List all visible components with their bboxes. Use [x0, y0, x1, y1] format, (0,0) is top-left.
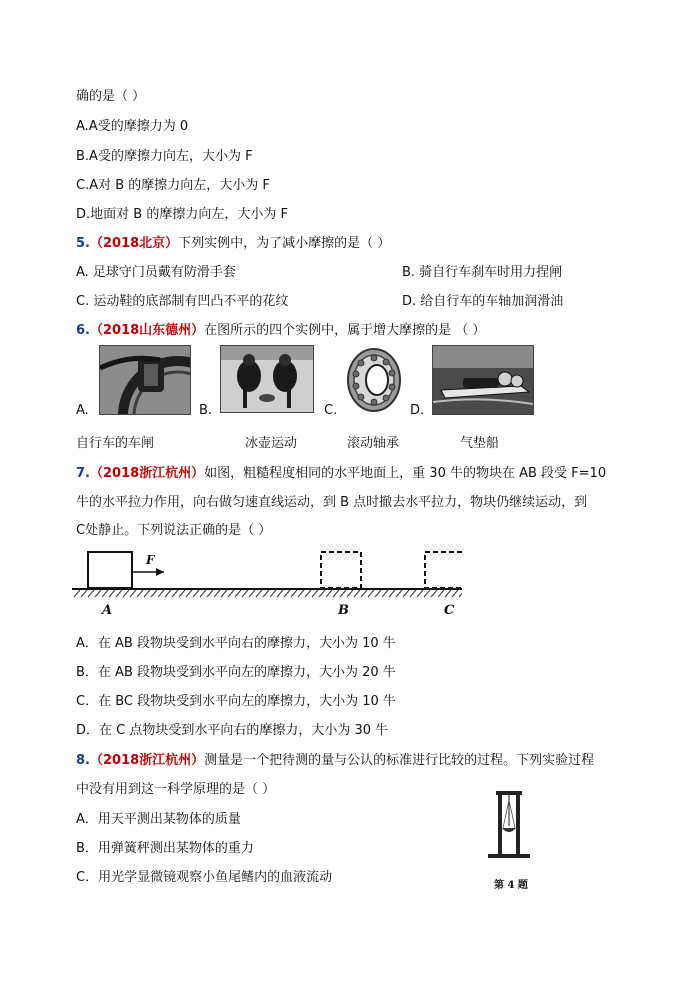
- q8-figure-caption: 第 4 题: [494, 880, 528, 891]
- q6-label-b: B.: [199, 403, 213, 418]
- q7-stem-1: 如图，粗糙程度相同的水平地面上，重 30 牛的物块在 AB 段受 F=10: [204, 466, 607, 481]
- ground-hatch: [228, 590, 234, 597]
- q4-option-a: A.A受的摩擦力为 0: [76, 119, 189, 134]
- q5-option-d: D. 给自行车的车轴加润滑油: [402, 294, 564, 309]
- ground-hatch: [102, 590, 108, 597]
- q5-option-c: C. 运动鞋的底部制有凹凸不平的花纹: [76, 294, 289, 309]
- ground-hatch: [389, 590, 395, 597]
- q7-stem-line-1: [76, 465, 606, 483]
- q6-label-c: C.: [324, 403, 338, 418]
- q4-stem-end: 确的是（ ）: [76, 89, 146, 104]
- ground-hatch: [116, 590, 122, 597]
- ground-hatch: [459, 590, 462, 597]
- block-solid: [88, 552, 132, 588]
- q7-stem-line-2: 牛的水平拉力作用，向右做匀速直线运动，到 B 点时撤去水平拉力，物块仍继续运动，到: [76, 495, 588, 510]
- ground-hatch: [417, 590, 423, 597]
- ground-hatch: [438, 590, 444, 597]
- q6-caption-a: 自行车的车闸: [76, 436, 155, 451]
- ground-hatch: [235, 590, 241, 597]
- ground-hatch: [109, 590, 115, 597]
- ground-hatch: [445, 590, 451, 597]
- q8-option-c: C．用光学显微镜观察小鱼尾鳍内的血液流动: [76, 870, 333, 885]
- ground-hatch: [81, 590, 87, 597]
- point-c-label: C: [444, 603, 455, 618]
- ground-hatch: [375, 590, 381, 597]
- ground-hatch: [347, 590, 353, 597]
- q8-option-b: B．用弹簧秤测出某物体的重力: [76, 841, 254, 856]
- q5-number: 5.: [76, 236, 90, 251]
- ground-hatch: [403, 590, 409, 597]
- q4-option-d: D.地面对 B 的摩擦力向左，大小为 F: [76, 207, 288, 222]
- bicycle-brake-image: [99, 345, 191, 415]
- hovercraft-image: [432, 345, 534, 415]
- ground-hatch: [130, 590, 136, 597]
- ground-hatch: [284, 590, 290, 597]
- q8-stem-line-1: [76, 752, 594, 770]
- ground-hatch: [137, 590, 143, 597]
- point-a-label: A: [102, 603, 113, 618]
- q7-option-d: D．在 C 点物块受到水平向右的摩擦力，大小为 30 牛: [76, 723, 389, 738]
- ground-hatch: [249, 590, 255, 597]
- q7-option-c: C．在 BC 段物块受到水平向左的摩擦力，大小为 10 牛: [76, 694, 396, 709]
- ground-hatch: [431, 590, 437, 597]
- q5-stem-line: [76, 235, 390, 253]
- q7-motion-diagram: [72, 548, 462, 620]
- ground-hatch: [326, 590, 332, 597]
- ground-hatch: [305, 590, 311, 597]
- q4-option-b: B.A受的摩擦力向左，大小为 F: [76, 149, 253, 164]
- q8-source: （2018浙江杭州）: [89, 753, 205, 768]
- ground-hatch: [277, 590, 283, 597]
- q6-stem-line: [76, 322, 485, 340]
- q5-option-b: B. 骑自行车刹车时用力捏闸: [402, 265, 563, 280]
- rolling-bearing-image: [344, 347, 404, 413]
- ground-hatch: [165, 590, 171, 597]
- ground-hatch: [74, 590, 80, 597]
- q6-label-d: D.: [410, 403, 425, 418]
- q7-stem-line-3: C处静止。下列说法正确的是（ ）: [76, 523, 272, 538]
- ground-hatch: [319, 590, 325, 597]
- q7-source: （2018浙江杭州）: [89, 466, 205, 481]
- point-b-label: B: [338, 603, 349, 618]
- ground-hatch: [200, 590, 206, 597]
- curling-image: [220, 345, 314, 413]
- q8-number: 8.: [76, 753, 90, 768]
- q6-number: 6.: [76, 323, 90, 338]
- q6-label-a: A.: [76, 403, 89, 418]
- q8-stem-1: 测量是一个把待测的量与公认的标准进行比较的过程。下列实验过程: [204, 753, 595, 768]
- ground-hatch: [396, 590, 402, 597]
- q5-source: （2018北京）: [89, 236, 179, 251]
- ground-hatch: [144, 590, 150, 597]
- ground-hatch: [158, 590, 164, 597]
- ground-hatch: [88, 590, 94, 597]
- block-dashed-b: [321, 552, 361, 588]
- ground-hatch: [361, 590, 367, 597]
- ground-hatch: [207, 590, 213, 597]
- block-dashed-c: [425, 552, 462, 588]
- ground-hatch: [123, 590, 129, 597]
- ground-hatch: [214, 590, 220, 597]
- ground-hatch: [452, 590, 458, 597]
- q4-option-c: C.A对 B 的摩擦力向左，大小为 F: [76, 178, 270, 193]
- pendulum-stand-figure: [484, 788, 534, 862]
- ground-hatch: [221, 590, 227, 597]
- q6-stem: 在图所示的四个实例中，属于增大摩擦的是 （ ）: [204, 323, 486, 338]
- ground-hatch: [333, 590, 339, 597]
- ground-hatch: [270, 590, 276, 597]
- ground-hatch: [340, 590, 346, 597]
- ground-hatch: [193, 590, 199, 597]
- ground-hatch: [256, 590, 262, 597]
- ground-hatch: [186, 590, 192, 597]
- q6-caption-b: 冰壶运动: [245, 436, 298, 451]
- ground-hatch: [95, 590, 101, 597]
- q7-number: 7.: [76, 466, 90, 481]
- ground-hatch: [298, 590, 304, 597]
- ground-hatch: [410, 590, 416, 597]
- q6-caption-c: 滚动轴承: [347, 436, 400, 451]
- q6-source: （2018山东德州）: [89, 323, 205, 338]
- q8-option-a: A．用天平测出某物体的质量: [76, 812, 241, 827]
- ground-hatch: [291, 590, 297, 597]
- q5-option-a: A. 足球守门员戴有防滑手套: [76, 265, 236, 280]
- q7-option-a: A．在 AB 段物块受到水平向右的摩擦力，大小为 10 牛: [76, 636, 396, 651]
- q6-caption-d: 气垫船: [460, 436, 500, 451]
- ground-hatch: [242, 590, 248, 597]
- ground-hatch: [172, 590, 178, 597]
- ground-hatch: [179, 590, 185, 597]
- ground-hatch: [263, 590, 269, 597]
- ground-hatch: [312, 590, 318, 597]
- ground-hatch: [368, 590, 374, 597]
- q5-stem: 下列实例中，为了减小摩擦的是（ ）: [178, 236, 391, 251]
- ground-hatch: [151, 590, 157, 597]
- force-label: F: [146, 553, 155, 567]
- q8-stem-line-2: 中没有用到这一科学原理的是（ ）: [76, 782, 276, 797]
- ground-hatch: [354, 590, 360, 597]
- ground-hatch: [382, 590, 388, 597]
- q7-option-b: B．在 AB 段物块受到水平向左的摩擦力，大小为 20 牛: [76, 665, 396, 680]
- ground-hatch: [424, 590, 430, 597]
